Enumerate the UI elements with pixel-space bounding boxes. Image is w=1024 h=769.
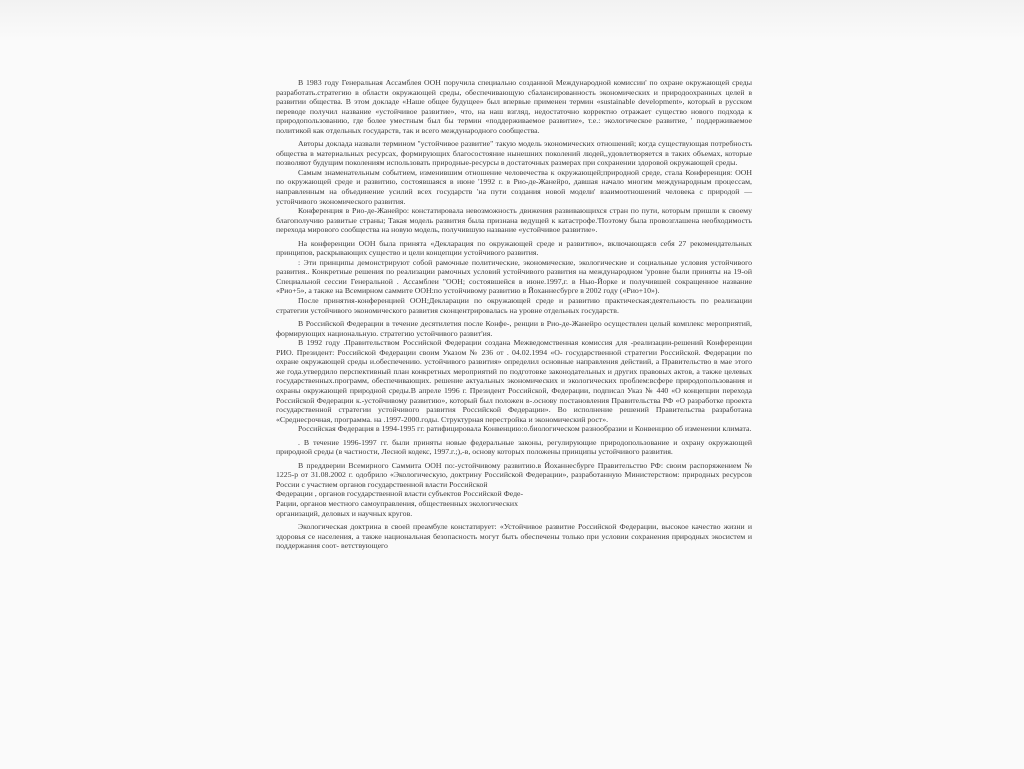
paragraph: Российская Федерация в 1994-1995 гг. ратифицировала Конвенцию:о.биологическом разнообразии и Конвенцию об изменении климата.: [298, 424, 752, 434]
paragraph: организаций, деловых и научных кругов.: [276, 508, 413, 518]
paragraph: На конференции ООН была принята «Декларация по окружающей среде и развитию», включающая:в себя 27 рекомендательных принципов, раскрывающих существо и цели концепции устойчивого развития.: [276, 238, 752, 258]
paragraph: После принятия-конференцией ООН;Декларации по окружающей среде и развитию практическая:деятельность по реализации стратегии устойчивого экономического развития сконцентрировалась на уровне отдельных государств.: [276, 296, 752, 315]
paragraph: Рации, органов местного самоуправления, общественных экологических: [276, 498, 519, 508]
paragraph: В преддверии Всемирного Саммита ООН по:-устойчивому развитию.в Йоханнесбурге Правительство РФ: своим распоряжением № 1225-р от 31.08.2002 г. одобрило «Экологическую, доктрину Российской Федерации», разработанную Министерством: природных ресурсов России с участием органов государственной власти Российской: [276, 460, 752, 489]
paragraph: : Эти принципы демонстрируют собой рамочные политические, экономические, экологические и социальные условия устойчивого развития.. Конкретные решения по реализации рамочных условий устойчивого развития на международном 'уровне были приняты на 19-ой Специальной сессии Генеральной . Ассамблеи "ООН; состоявшейся в июне.1997,г. в Нью-Йорке и получившей сокращенное название «Рио+5», а также на Всемирном саммите ООН:по устойчивому развитию в Йоханнесбурге в 2002 году («Рио+10»).: [276, 257, 752, 296]
paragraph: Экологическая доктрина в своей преамбуле констатирует: «Устойчивое развитие Российской Федерации, высокое качество жизни и здоровья се населения, а также национальная безопасность могут быть обеспечены только при условии сохранения природных экосистем и поддержания соот- ветствующего: [276, 522, 752, 551]
paragraph: В 1983 году Генеральная Ассамблея ООН поручила специально созданной Международной комиссии' по охране окружающей среды разработать.стратегию в области окружающей среды, обеспечивающую сбалансированность экономических и природоохранных целей в развитии общества. В этом докладе «Наше общее будущее» был впервые применен термин «sustainable development», который в русском переводе получил название «устойчивое развитие», что, на наш взгляд, недостаточно корректно отражает существо нового подхода к природопользованию, где более уместным был бы термин «поддерживаемое развитие», т.е.: экологическое развитие, ' поддерживаемое политикой как отдельных государств, так и всего международного сообщества.: [276, 78, 752, 135]
slide-top-band: [0, 0, 1024, 40]
paragraph: Федерации , органов государственной власти субъектов Российской Феде-: [276, 489, 524, 499]
paragraph: В Российской Федерации в течение десятилетия после Конфе-, ренции в Рио-де-Жанейро осуществлен целый комплекс мероприятий, формирующих национальную. стратегию устойчивого развит'ия.: [276, 319, 752, 338]
paragraph: Авторы доклада назвали термином "устойчивое развитие" такую модель экономических отношений; когда существующая потребность общества в материальных ресурсах, формирующих благосостояние нынешних поколений людей,,удовлетворяется в таких объемах, которые позволяют будущим поколениям использовать природные-ресурсы в достаточных размерах при сохранении здоровой окружающей среды.: [276, 139, 752, 168]
paragraph: Самым знаменательным событием, изменившим отношение человечества к окружающей;природной среде, стала Конференция: ООН по окружающей среде и развитию, состоявшаяся в июне '1992 г. в Рио-де-Жанейро, давшая начало многим международным процессам, направленным на объединение усилий всех государств 'на пути создания новой модели' взаимоотношений человека с природой — устойчивого экономического развития.: [276, 167, 752, 206]
paragraph: В 1992 году .Правительством Российской Федерации создана Межведомственная комиссия для -реализации-решений Конференции РИО. Президент: Российской Федерации своим Указом № 236 от . 04.02.1994 «О- государственной стратегии Российской. Федерации по охране окружающей среды и.обеспечению. устойчивого развития» определил основные направления действий, а Правительство в мае этого же года.утвердило перспективный план конкретных мероприятий по подготовке законодательных и других правовых актов, а также целевых государственных.программ, обеспечивающих. решение актуальных экономических и экологических проблем:всфере природопользования и охраны окружающей природной среды.В апреле 1996 г. Президент Российской, Федерации, подписал Указ № 440 «О концепции перехода Российской Федерации к.-устойчивому развитию», который был положен в-.основу постановления Правительства РФ «О разработке проекта государственной стратегии устойчивого развития Российской Федерации». Во исполнение решений Правительства разработана «Среднесрочная, программа. на .1997-2000.годы. Структурная перестройка и экономический рост».: [276, 338, 752, 424]
paragraph: Конференция в Рио-де-Жанейро: констатировала невозможность движения развивающихся стран по пути, которым пришли к своему благополучию развитые страны; Такая модель развития была признана ведущей к катастрофе.'Поэтому была провозглашена необходимость перехода мирового сообщества на новую модель, получившую название «устойчивое развитие».: [276, 206, 752, 235]
paragraph: . В течение 1996-1997 гг. были приняты новые федеральные законы, регулирующие природопользование и охрану окружающей природной среды (в частности, Лесной кодекс, 1997.г.;),-в, основу которых положены принципы устойчивого развития.: [276, 437, 752, 457]
document-page: [276, 78, 752, 718]
